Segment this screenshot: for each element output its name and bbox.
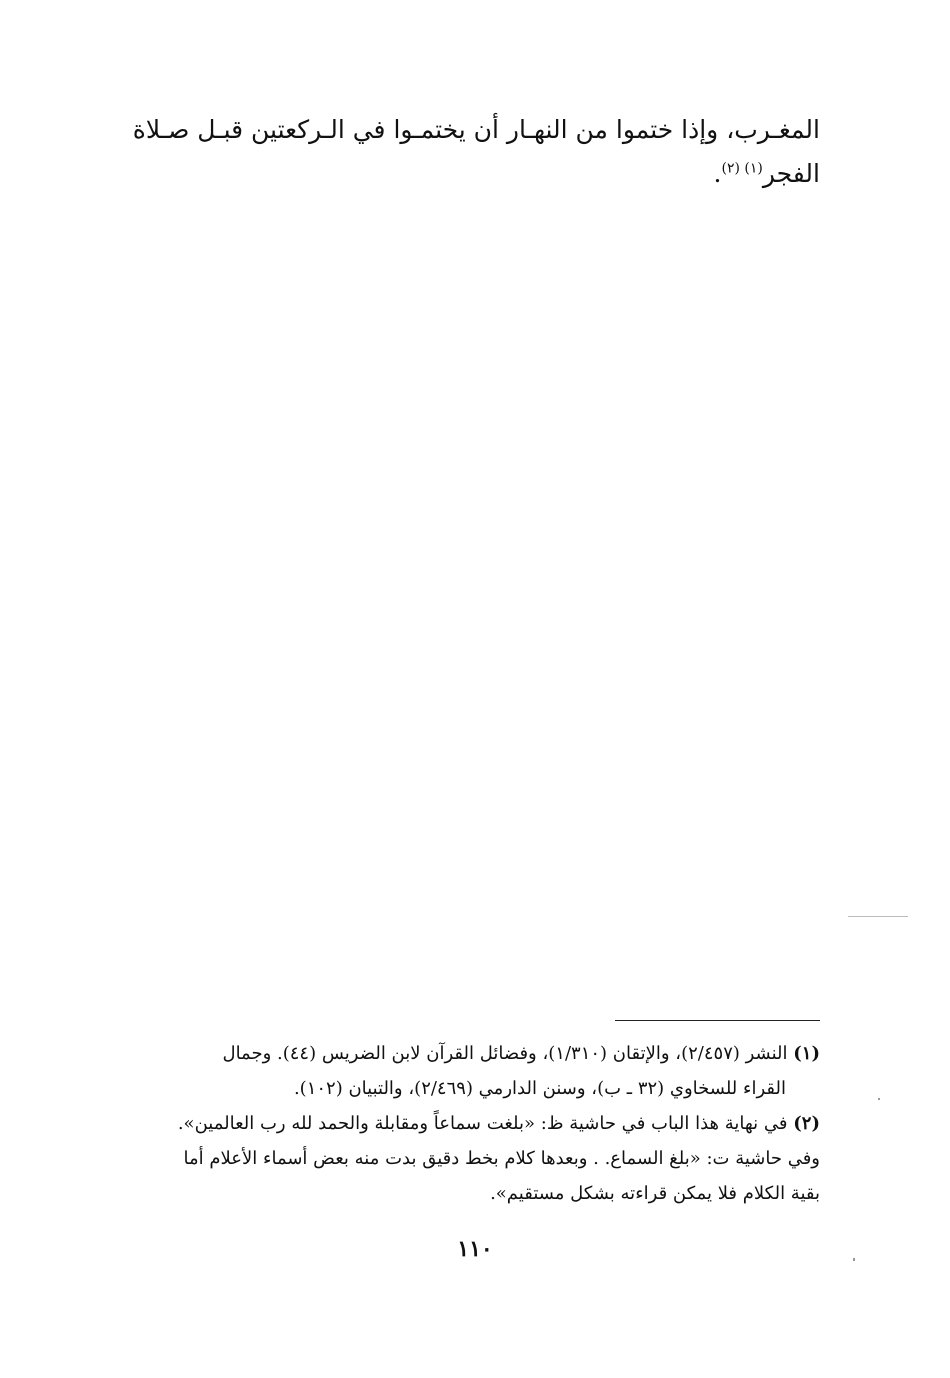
scan-speck [878, 1098, 880, 1100]
body-line-1: المغـرب، وإذا ختموا من النهـار أن يختمـوا في الـركعتين قبـل صـلاة [132, 115, 820, 144]
footnotes [130, 1036, 820, 1211]
footnote-2-line-3: بقية الكلام فلا يمكن قراءته بشكل مستقيم». [490, 1183, 820, 1204]
footnote-1-number: (١) [793, 1043, 820, 1064]
footnote-separator [615, 1020, 820, 1021]
body-line-2-text: الفجر [762, 159, 820, 188]
body-line-2 [130, 152, 820, 196]
scan-speck [848, 916, 908, 917]
footnote-1-line-1: النشر (٢/٤٥٧)، والإتقان (١/٣١٠)، وفضائل القرآن لابن الضريس (٤٤). وجمال [222, 1043, 788, 1064]
body-text [130, 108, 820, 196]
footnote-1 [130, 1036, 820, 1106]
footnote-1-line-2: القراء للسخاوي (٣٢ ـ ب)، وسنن الدارمي (٢/٤٦٩)، والتبيان (١٠٢). [293, 1078, 786, 1099]
footnote-2-number: (٢) [793, 1113, 820, 1134]
footnote-2-line-2: وفي حاشية ت: «بلغ السماع. . وبعدها كلام بخط دقيق بدت منه بعض أسماء الأعلام أما [183, 1148, 820, 1169]
footnote-references: (١) (٢) [721, 160, 763, 177]
footnote-2 [130, 1106, 820, 1211]
body-line-2-end: . [713, 159, 722, 188]
page-number: ١١٠ [457, 1236, 493, 1262]
scan-speck [853, 1258, 855, 1261]
footnote-2-line-1: في نهاية هذا الباب في حاشية ظ: «بلغت سماعاً ومقابلة والحمد لله رب العالمين». [177, 1113, 788, 1134]
